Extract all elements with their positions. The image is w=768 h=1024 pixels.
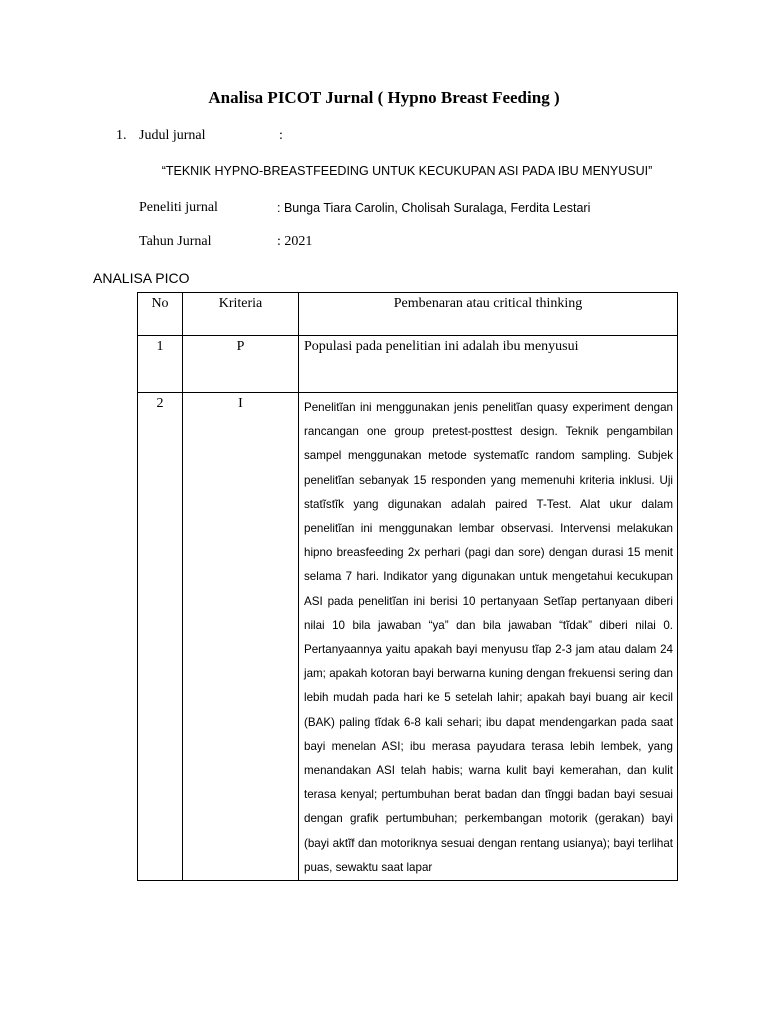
judul-colon: : — [279, 128, 283, 143]
pico-table — [137, 292, 678, 881]
judul-label: Judul jurnal — [139, 128, 206, 143]
cell-kriteria: I — [183, 393, 299, 881]
tahun-value: : 2021 — [277, 234, 313, 249]
cell-no: 1 — [138, 336, 183, 393]
table-header-row — [138, 293, 678, 336]
item-number: 1. — [116, 128, 127, 143]
cell-no: 2 — [138, 393, 183, 881]
cell-pembenaran: Penelitĩan ini menggunakan jenis penelitĩan quasy experiment dengan rancangan one group pretest-posttest design. Teknik pengambilan sampel menggunakan metode systematĩc random sampling. Subjek penelitĩan sebanyak 15 responden yang memenuhi kriteria inklusi. Uji statĩstĩk yang digunakan adalah paired T-Test. Alat ukur dalam penelitĩan ini menggunakan lembar observasi. Intervensi melakukan hipno breasfeeding 2x perhari (pagi dan sore) dengan durasi 15 menit selama 7 hari. Indikator yang digunakan untuk mengetahui kecukupan ASI pada penelitĩan ini berisi 10 pertanyaan Setĩap pertanyaan diberi nilai 10 bila jawaban “ya” dan bila jawaban “tĩdak” diberi nilai 0. Pertanyaannya yaitu apakah bayi menyusu tĩap 2-3 jam atau dalam 24 jam; apakah kotoran bayi berwarna kuning dengan frekuensi sering dan lebih mudah pada hari ke 5 setelah lahir; apakah bayi buang air kecil (BAK) paling tĩdak 6-8 kali sehari; ibu dapat mendengarkan pada saat bayi menelan ASI; ibu merasa payudara terasa lebih lembek, yang menandakan ASI telah habis; warna kulit bayi kemerahan, dan kulit terasa kenyal; pertumbuhan berat badan dan tĩnggi badan bayi sesuai dengan grafik pertumbuhan; perkembangan motorik (gerakan) bayi (bayi aktĩf dan motoriknya sesuai dengan rentang usianya); bayi terlihat puas, sewaktu saat lapar — [299, 393, 678, 881]
peneliti-value: : Bunga Tiara Carolin, Cholisah Suralaga, Ferdita Lestari — [277, 201, 591, 215]
peneliti-label: Peneliti jurnal — [139, 200, 218, 215]
section-heading: ANALISA PICO — [93, 270, 190, 286]
header-no: No — [138, 293, 183, 336]
cell-pembenaran: Populasi pada penelitian ini adalah ibu menyusui — [299, 336, 678, 393]
table-row — [138, 393, 678, 881]
cell-kriteria: P — [183, 336, 299, 393]
header-kriteria: Kriteria — [183, 293, 299, 336]
table-row — [138, 336, 678, 393]
document-title: Analisa PICOT Jurnal ( Hypno Breast Feeding ) — [208, 88, 560, 107]
journal-title: “TEKNIK HYPNO-BREASTFEEDING UNTUK KECUKUPAN ASI PADA IBU MENYUSUI” — [161, 164, 653, 178]
tahun-label: Tahun Jurnal — [139, 234, 212, 249]
header-pembenaran: Pembenaran atau critical thinking — [299, 293, 678, 336]
